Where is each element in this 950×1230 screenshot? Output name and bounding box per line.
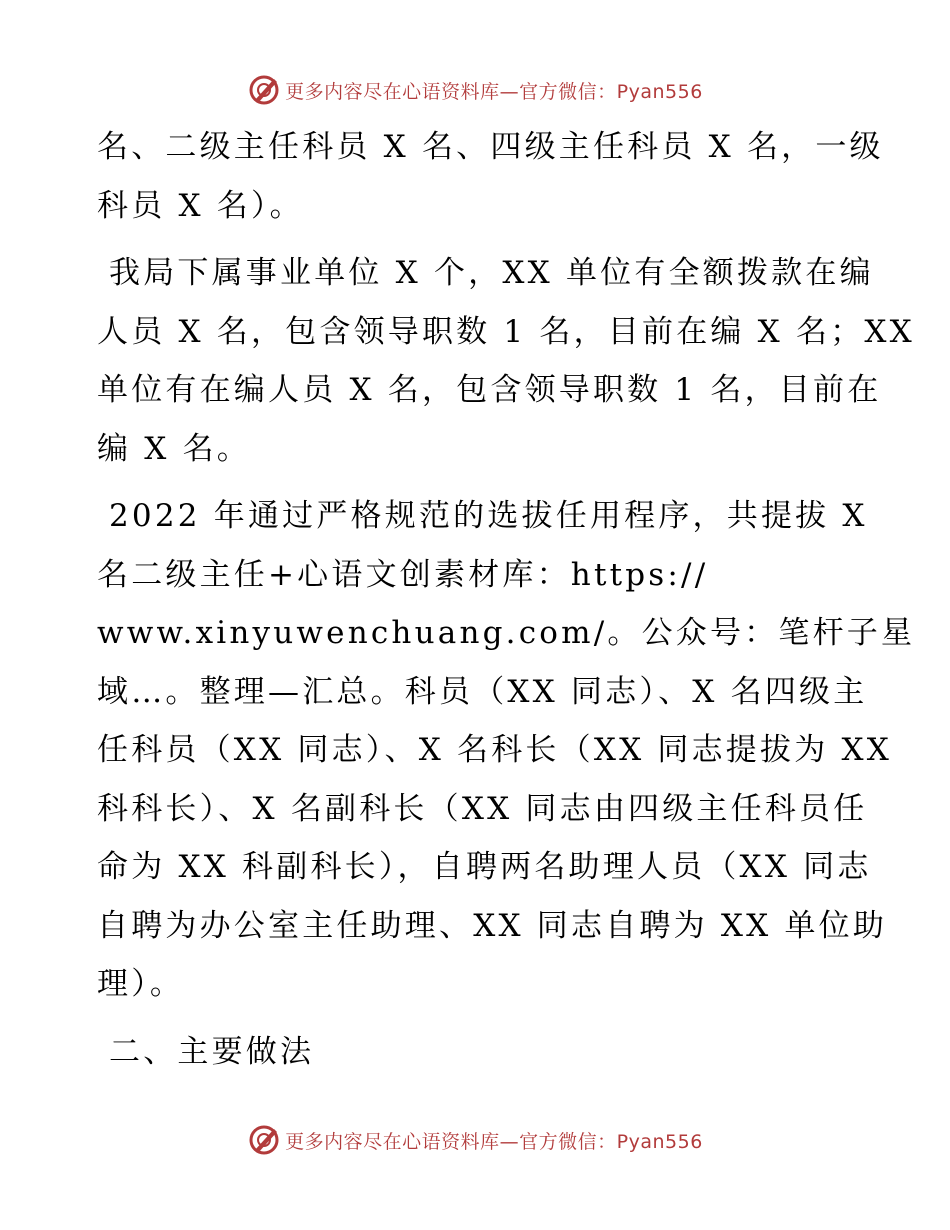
text-line: 我局下属事业单位 X 个，XX 单位有全额拨款在编: [109, 255, 874, 291]
text-line: 理）。: [97, 966, 185, 1002]
section-heading: [97, 1023, 857, 1082]
text-line: 单位有在编人员 X 名，包含领导职数 1 名，目前在: [97, 372, 882, 408]
paragraph-staff-summary: [97, 118, 884, 235]
watermark-text: 更多内容尽在心语资料库—官方微信：Pyan556: [285, 80, 703, 103]
brush-logo-icon: [247, 73, 281, 107]
footer-watermark: [0, 1120, 950, 1160]
text-line: 科员 X 名）。: [97, 187, 304, 224]
text-line: 科科长）、X 名副科长（XX 同志由四级主任科员任: [97, 790, 868, 827]
paragraph-subordinate-units: [97, 244, 915, 478]
text-line: 人员 X 名，包含领导职数 1 名，目前在编 X 名；XX: [97, 313, 915, 350]
text-line: 编 X 名。: [97, 430, 251, 467]
text-line: 名二级主任+心语文创素材库：https://: [97, 556, 709, 593]
header-watermark: [0, 70, 950, 110]
brush-logo-icon: [247, 1123, 281, 1157]
text-line: www.xinyuwenchuang.com/。公众号：笔杆子星: [97, 615, 916, 651]
text-line: 名、二级主任科员 X 名、四级主任科员 X 名，一级: [97, 129, 884, 165]
text-line: 域…。整理—汇总。科员（XX 同志）、X 名四级主: [97, 673, 868, 710]
paragraph-promotions: [97, 487, 916, 1014]
text-line: 2022 年通过严格规范的选拔任用程序，共提拔 X: [109, 498, 868, 534]
heading-main-practices: 二、主要做法: [109, 1033, 315, 1070]
text-line: 命为 XX 科副科长），自聘两名助理人员（XX 同志: [97, 849, 872, 885]
text-line: 任科员（XX 同志）、X 名科长（XX 同志提拔为 XX: [97, 732, 892, 768]
text-line: 自聘为办公室主任助理、XX 同志自聘为 XX 单位助: [97, 907, 888, 944]
watermark-text: 更多内容尽在心语资料库—官方微信：Pyan556: [285, 1130, 703, 1153]
document-body: [97, 118, 916, 1081]
